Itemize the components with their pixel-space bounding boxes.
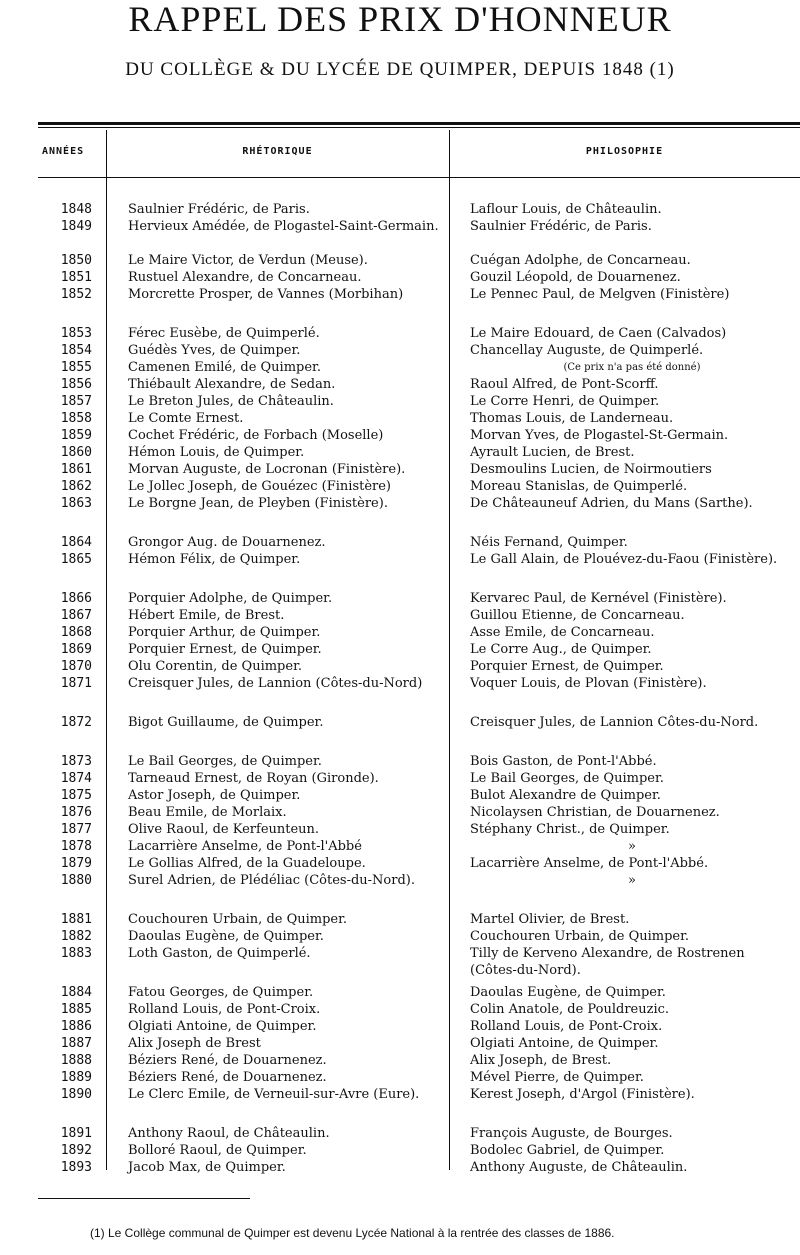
row-rhetorique: Jacob Max, de Quimper. bbox=[128, 1160, 286, 1175]
row-year: 1888 bbox=[60, 1053, 92, 1068]
row-philosophie: François Auguste, de Bourges. bbox=[470, 1126, 673, 1141]
row-rhetorique: Porquier Adolphe, de Quimper. bbox=[128, 591, 333, 606]
row-year: 1855 bbox=[60, 360, 92, 375]
row-rhetorique: Fatou Georges, de Quimper. bbox=[128, 985, 314, 1000]
row-philosophie: Bulot Alexandre de Quimper. bbox=[470, 788, 661, 803]
table-row bbox=[0, 461, 800, 478]
row-year: 1879 bbox=[60, 856, 92, 871]
row-year: 1874 bbox=[60, 771, 92, 786]
row-year: 1857 bbox=[60, 394, 92, 409]
table-row bbox=[0, 855, 800, 872]
row-rhetorique: Le Comte Ernest. bbox=[128, 411, 244, 426]
row-rhetorique: Le Gollias Alfred, de la Guadeloupe. bbox=[128, 856, 366, 871]
table-row bbox=[0, 714, 800, 753]
row-rhetorique: Rustuel Alexandre, de Concarneau. bbox=[128, 270, 362, 285]
row-philosophie: Bodolec Gabriel, de Quimper. bbox=[470, 1143, 665, 1158]
row-philosophie: Gouzil Léopold, de Douarnenez. bbox=[470, 270, 681, 285]
top-rule-thick bbox=[38, 122, 800, 125]
row-rhetorique: Camenen Emilé, de Quimper. bbox=[128, 360, 321, 375]
table-row bbox=[0, 1052, 800, 1069]
table-row bbox=[0, 624, 800, 641]
table-row bbox=[0, 376, 800, 393]
row-rhetorique: Alix Joseph de Brest bbox=[128, 1036, 261, 1051]
table-row bbox=[0, 945, 800, 984]
row-year: 1867 bbox=[60, 608, 92, 623]
row-rhetorique: Olgiati Antoine, de Quimper. bbox=[128, 1019, 317, 1034]
row-rhetorique: Morvan Auguste, de Locronan (Finistère). bbox=[128, 462, 406, 477]
table-row bbox=[0, 1159, 800, 1176]
row-philosophie: Mével Pierre, de Quimper. bbox=[470, 1070, 644, 1085]
row-year: 1869 bbox=[60, 642, 92, 657]
table-row bbox=[0, 534, 800, 551]
table-row bbox=[0, 787, 800, 804]
row-rhetorique: Le Breton Jules, de Châteaulin. bbox=[128, 394, 334, 409]
table-row bbox=[0, 427, 800, 444]
table-row bbox=[0, 410, 800, 427]
row-year: 1858 bbox=[60, 411, 92, 426]
row-philosophie: Tilly de Kerveno Alexandre, de Rostrenen (Côtes-du-Nord). bbox=[470, 946, 745, 978]
row-rhetorique: Beau Emile, de Morlaix. bbox=[128, 805, 287, 820]
table-row bbox=[0, 641, 800, 658]
row-philosophie: Raoul Alfred, de Pont-Scorff. bbox=[470, 377, 659, 392]
table-row bbox=[0, 984, 800, 1001]
row-philosophie: Le Gall Alain, de Plouévez-du-Faou (Finistère). bbox=[470, 552, 778, 567]
table-row bbox=[0, 658, 800, 675]
table-row bbox=[0, 1086, 800, 1125]
row-year: 1890 bbox=[60, 1087, 92, 1102]
row-rhetorique: Morcrette Prosper, de Vannes (Morbihan) bbox=[128, 287, 404, 302]
row-rhetorique: Lacarrière Anselme, de Pont-l'Abbé bbox=[128, 839, 362, 854]
row-year: 1884 bbox=[60, 985, 92, 1000]
table-row bbox=[0, 1001, 800, 1018]
row-rhetorique: Le Clerc Emile, de Verneuil-sur-Avre (Eure). bbox=[128, 1087, 420, 1102]
row-philosophie: Ayrault Lucien, de Brest. bbox=[470, 445, 635, 460]
table-row bbox=[0, 590, 800, 607]
row-year: 1886 bbox=[60, 1019, 92, 1034]
row-rhetorique: Creisquer Jules, de Lannion (Côtes-du-Nord) bbox=[128, 676, 423, 691]
row-philosophie: Le Corre Henri, de Quimper. bbox=[470, 394, 660, 409]
row-philosophie: Le Pennec Paul, de Melgven (Finistère) bbox=[470, 287, 730, 302]
row-philosophie: Guillou Etienne, de Concarneau. bbox=[470, 608, 685, 623]
row-year: 1880 bbox=[60, 873, 92, 888]
table-row bbox=[0, 444, 800, 461]
table-row bbox=[0, 269, 800, 286]
row-year: 1878 bbox=[60, 839, 92, 854]
row-philosophie: De Châteauneuf Adrien, du Mans (Sarthe). bbox=[470, 496, 753, 511]
table-row bbox=[0, 495, 800, 534]
row-philosophie: Cuégan Adolphe, de Concarneau. bbox=[470, 253, 691, 268]
header-rule bbox=[38, 177, 800, 178]
table-row bbox=[0, 675, 800, 714]
table-row bbox=[0, 1018, 800, 1035]
row-year: 1889 bbox=[60, 1070, 92, 1085]
row-year: 1864 bbox=[60, 535, 92, 550]
row-rhetorique: Tarneaud Ernest, de Royan (Gironde). bbox=[128, 771, 379, 786]
table-row bbox=[0, 607, 800, 624]
row-year: 1870 bbox=[60, 659, 92, 674]
row-rhetorique: Cochet Frédéric, de Forbach (Moselle) bbox=[128, 428, 384, 443]
row-rhetorique: Férec Eusèbe, de Quimperlé. bbox=[128, 326, 320, 341]
table-row bbox=[0, 821, 800, 838]
row-philosophie: Daoulas Eugène, de Quimper. bbox=[470, 985, 666, 1000]
row-rhetorique: Porquier Ernest, de Quimper. bbox=[128, 642, 322, 657]
row-rhetorique: Bolloré Raoul, de Quimper. bbox=[128, 1143, 307, 1158]
table-row bbox=[0, 872, 800, 911]
row-philosophie: Morvan Yves, de Plogastel-St-Germain. bbox=[470, 428, 729, 443]
row-year: 1849 bbox=[60, 219, 92, 234]
row-rhetorique: Hémon Louis, de Quimper. bbox=[128, 445, 305, 460]
row-philosophie: Moreau Stanislas, de Quimperlé. bbox=[470, 479, 688, 494]
row-philosophie: Néis Fernand, Quimper. bbox=[470, 535, 628, 550]
row-year: 1876 bbox=[60, 805, 92, 820]
row-year: 1875 bbox=[60, 788, 92, 803]
row-rhetorique: Saulnier Frédéric, de Paris. bbox=[128, 202, 310, 217]
table-row bbox=[0, 201, 800, 218]
row-philosophie: Martel Olivier, de Brest. bbox=[470, 912, 630, 927]
table-row bbox=[0, 342, 800, 359]
row-year: 1860 bbox=[60, 445, 92, 460]
row-rhetorique: Hébert Emile, de Brest. bbox=[128, 608, 285, 623]
row-rhetorique: Guédès Yves, de Quimper. bbox=[128, 343, 301, 358]
row-philosophie: » bbox=[628, 873, 636, 888]
row-rhetorique: Hémon Félix, de Quimper. bbox=[128, 552, 301, 567]
table-row bbox=[0, 1125, 800, 1142]
footnote: (1) Le Collège communal de Quimper est devenu Lycée National à la rentrée des classes de 1886. bbox=[90, 1226, 615, 1240]
row-rhetorique: Anthony Raoul, de Châteaulin. bbox=[128, 1126, 330, 1141]
row-rhetorique: Olive Raoul, de Kerfeunteun. bbox=[128, 822, 320, 837]
row-rhetorique: Rolland Louis, de Pont-Croix. bbox=[128, 1002, 321, 1017]
row-philosophie: (Ce prix n'a pas été donné) bbox=[563, 362, 701, 373]
row-philosophie: Desmoulins Lucien, de Noirmoutiers bbox=[470, 462, 712, 477]
table-row bbox=[0, 218, 800, 252]
table-row bbox=[0, 286, 800, 325]
row-rhetorique: Astor Joseph, de Quimper. bbox=[128, 788, 301, 803]
row-rhetorique: Surel Adrien, de Plédéliac (Côtes-du-Nord). bbox=[128, 873, 415, 888]
table-row bbox=[0, 1035, 800, 1052]
row-year: 1871 bbox=[60, 676, 92, 691]
page-subtitle: DU COLLÈGE & DU LYCÉE DE QUIMPER, DEPUIS 1848 (1) bbox=[125, 59, 675, 80]
table-row bbox=[0, 393, 800, 410]
row-philosophie: Olgiati Antoine, de Quimper. bbox=[470, 1036, 659, 1051]
row-philosophie: Nicolaysen Christian, de Douarnenez. bbox=[470, 805, 720, 820]
row-year: 1859 bbox=[60, 428, 92, 443]
row-philosophie: Voquer Louis, de Plovan (Finistère). bbox=[470, 676, 707, 691]
row-year: 1893 bbox=[60, 1160, 92, 1175]
table-row bbox=[0, 1069, 800, 1086]
prize-table bbox=[0, 201, 800, 1176]
row-rhetorique: Le Maire Victor, de Verdun (Meuse). bbox=[128, 253, 368, 268]
row-year: 1877 bbox=[60, 822, 92, 837]
row-philosophie: Laflour Louis, de Châteaulin. bbox=[470, 202, 662, 217]
row-philosophie: Thomas Louis, de Landerneau. bbox=[470, 411, 674, 426]
row-year: 1891 bbox=[60, 1126, 92, 1141]
row-philosophie: Kerest Joseph, d'Argol (Finistère). bbox=[470, 1087, 695, 1102]
table-row bbox=[0, 804, 800, 821]
table-row bbox=[0, 928, 800, 945]
row-year: 1865 bbox=[60, 552, 92, 567]
row-rhetorique: Porquier Arthur, de Quimper. bbox=[128, 625, 321, 640]
row-year: 1852 bbox=[60, 287, 92, 302]
row-year: 1850 bbox=[60, 253, 92, 268]
row-philosophie: Alix Joseph, de Brest. bbox=[470, 1053, 612, 1068]
row-philosophie: Asse Emile, de Concarneau. bbox=[470, 625, 655, 640]
table-row bbox=[0, 359, 800, 376]
row-rhetorique: Daoulas Eugène, de Quimper. bbox=[128, 929, 324, 944]
row-rhetorique: Grongor Aug. de Douarnenez. bbox=[128, 535, 326, 550]
header-philosophie: PHILOSOPHIE bbox=[585, 146, 664, 157]
table-row bbox=[0, 252, 800, 269]
row-philosophie: Chancellay Auguste, de Quimperlé. bbox=[470, 343, 704, 358]
footnote-rule bbox=[38, 1198, 250, 1199]
table-row bbox=[0, 551, 800, 590]
row-philosophie: Lacarrière Anselme, de Pont-l'Abbé. bbox=[470, 856, 709, 871]
row-rhetorique: Béziers René, de Douarnenez. bbox=[128, 1070, 327, 1085]
row-year: 1873 bbox=[60, 754, 92, 769]
table-row bbox=[0, 325, 800, 342]
row-rhetorique: Bigot Guillaume, de Quimper. bbox=[128, 715, 324, 730]
header-annees: ANNÉES bbox=[42, 146, 85, 157]
row-philosophie: Porquier Ernest, de Quimper. bbox=[470, 659, 664, 674]
row-year: 1885 bbox=[60, 1002, 92, 1017]
page-title: RAPPEL DES PRIX D'HONNEUR bbox=[128, 0, 672, 39]
table-row bbox=[0, 838, 800, 855]
row-philosophie: Le Maire Edouard, de Caen (Calvados) bbox=[470, 326, 727, 341]
row-year: 1851 bbox=[60, 270, 92, 285]
row-year: 1848 bbox=[60, 202, 92, 217]
row-year: 1861 bbox=[60, 462, 92, 477]
row-rhetorique: Hervieux Amédée, de Plogastel-Saint-Germain. bbox=[128, 219, 439, 234]
table-row bbox=[0, 770, 800, 787]
header-rhetorique: RHÉTORIQUE bbox=[242, 146, 313, 157]
row-philosophie: Anthony Auguste, de Châteaulin. bbox=[470, 1160, 688, 1175]
row-year: 1883 bbox=[60, 946, 92, 961]
row-year: 1856 bbox=[60, 377, 92, 392]
row-rhetorique: Le Bail Georges, de Quimper. bbox=[128, 754, 322, 769]
row-year: 1866 bbox=[60, 591, 92, 606]
row-rhetorique: Béziers René, de Douarnenez. bbox=[128, 1053, 327, 1068]
row-rhetorique: Le Borgne Jean, de Pleyben (Finistère). bbox=[128, 496, 388, 511]
table-row bbox=[0, 911, 800, 928]
row-philosophie: Rolland Louis, de Pont-Croix. bbox=[470, 1019, 663, 1034]
row-philosophie: Kervarec Paul, de Kernével (Finistère). bbox=[470, 591, 727, 606]
row-year: 1862 bbox=[60, 479, 92, 494]
row-year: 1892 bbox=[60, 1143, 92, 1158]
row-philosophie: Bois Gaston, de Pont-l'Abbé. bbox=[470, 754, 657, 769]
row-year: 1868 bbox=[60, 625, 92, 640]
row-year: 1854 bbox=[60, 343, 92, 358]
row-philosophie: Stéphany Christ., de Quimper. bbox=[470, 822, 670, 837]
row-philosophie: » bbox=[628, 839, 636, 854]
row-philosophie: Creisquer Jules, de Lannion Côtes-du-Nord. bbox=[470, 715, 759, 730]
row-rhetorique: Thiébault Alexandre, de Sedan. bbox=[128, 377, 336, 392]
table-row bbox=[0, 753, 800, 770]
row-rhetorique: Olu Corentin, de Quimper. bbox=[128, 659, 302, 674]
table-row bbox=[0, 1142, 800, 1159]
row-philosophie: Saulnier Frédéric, de Paris. bbox=[470, 219, 652, 234]
row-year: 1882 bbox=[60, 929, 92, 944]
row-rhetorique: Couchouren Urbain, de Quimper. bbox=[128, 912, 348, 927]
row-rhetorique: Le Jollec Joseph, de Gouézec (Finistère) bbox=[128, 479, 392, 494]
row-year: 1863 bbox=[60, 496, 92, 511]
row-year: 1853 bbox=[60, 326, 92, 341]
table-row bbox=[0, 478, 800, 495]
row-philosophie: Le Bail Georges, de Quimper. bbox=[470, 771, 664, 786]
row-year: 1881 bbox=[60, 912, 92, 927]
row-philosophie: Colin Anatole, de Pouldreuzic. bbox=[470, 1002, 670, 1017]
row-philosophie: Le Corre Aug., de Quimper. bbox=[470, 642, 652, 657]
top-rule-thin bbox=[38, 127, 800, 128]
row-year: 1872 bbox=[60, 715, 92, 730]
row-philosophie: Couchouren Urbain, de Quimper. bbox=[470, 929, 690, 944]
row-year: 1887 bbox=[60, 1036, 92, 1051]
row-rhetorique: Loth Gaston, de Quimperlé. bbox=[128, 946, 311, 961]
